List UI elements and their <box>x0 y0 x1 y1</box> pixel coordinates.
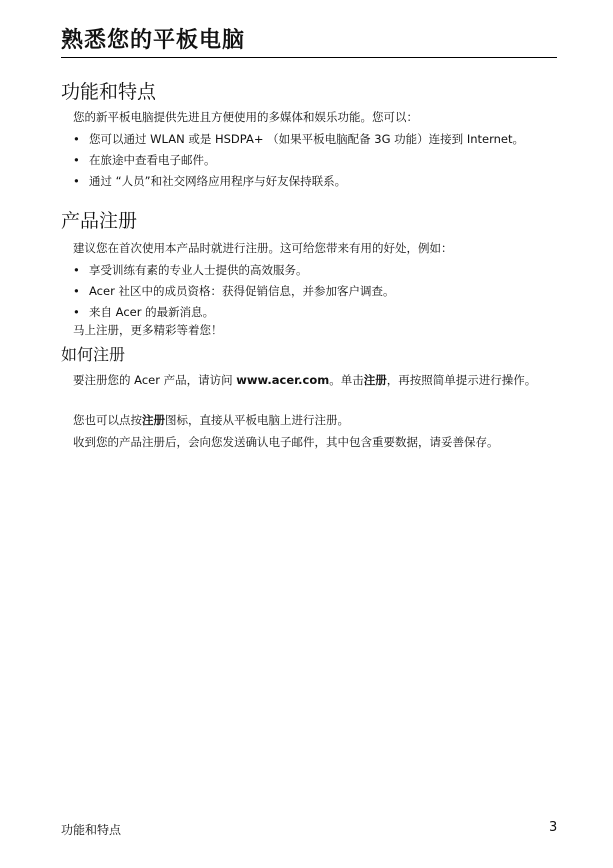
registration-list <box>73 261 553 324</box>
bullet-icon: • <box>73 305 80 319</box>
bullet-icon: • <box>73 132 80 146</box>
text-segment: 图标，直接从平板电脑上进行注册。 <box>165 413 349 427</box>
acer-website-link[interactable]: www.acer.com <box>236 373 330 387</box>
list-item <box>73 282 553 300</box>
register-term: 注册 <box>363 373 387 387</box>
bullet-icon: • <box>73 153 80 167</box>
features-list <box>73 130 553 193</box>
text-segment: 。单击 <box>329 373 364 387</box>
registration-intro: 建议您在首次使用本产品时就进行注册。这可给您带来有用的好处，例如： <box>73 241 453 255</box>
text-segment: 要注册您的 Acer 产品，请访问 <box>73 373 237 387</box>
bullet-icon: • <box>73 174 80 188</box>
page-title: 熟悉您的平板电脑 <box>61 26 557 58</box>
page-number: 3 <box>549 820 558 835</box>
how-to-heading: 如何注册 <box>61 345 126 364</box>
registration-heading: 产品注册 <box>61 210 138 232</box>
list-item <box>73 303 553 321</box>
list-item <box>73 130 553 148</box>
text-segment: 您也可以点按 <box>73 413 142 427</box>
list-item-text: 享受训练有素的专业人士提供的高效服务。 <box>89 263 308 277</box>
list-item <box>73 172 553 190</box>
list-item-text: 来自 Acer 的最新消息。 <box>89 305 215 319</box>
how-to-paragraph-2 <box>73 411 553 429</box>
features-intro: 您的新平板电脑提供先进且方便使用的多媒体和娱乐功能。您可以： <box>73 110 418 124</box>
how-to-paragraph-1 <box>73 371 553 389</box>
list-item <box>73 151 553 169</box>
list-item <box>73 261 553 279</box>
list-item-text: Acer 社区中的成员资格：获得促销信息，并参加客户调查。 <box>89 284 395 298</box>
list-item-text: 通过 “人员”和社交网络应用程序与好友保持联系。 <box>89 174 347 188</box>
text-segment: ，再按照简单提示进行操作。 <box>386 373 537 387</box>
register-term: 注册 <box>142 413 165 427</box>
list-item-text: 您可以通过 WLAN 或是 HSDPA+ （如果平板电脑配备 3G 功能）连接到 Internet。 <box>89 132 524 146</box>
bullet-icon: • <box>73 263 80 277</box>
registration-closing: 马上注册，更多精彩等着您！ <box>73 323 223 337</box>
bullet-icon: • <box>73 284 80 298</box>
list-item-text: 在旅途中查看电子邮件。 <box>89 153 216 167</box>
footer-section-title: 功能和特点 <box>61 823 122 837</box>
features-heading: 功能和特点 <box>61 81 157 103</box>
how-to-paragraph-3: 收到您的产品注册后，会向您发送确认电子邮件，其中包含重要数据，请妥善保存。 <box>73 435 499 449</box>
